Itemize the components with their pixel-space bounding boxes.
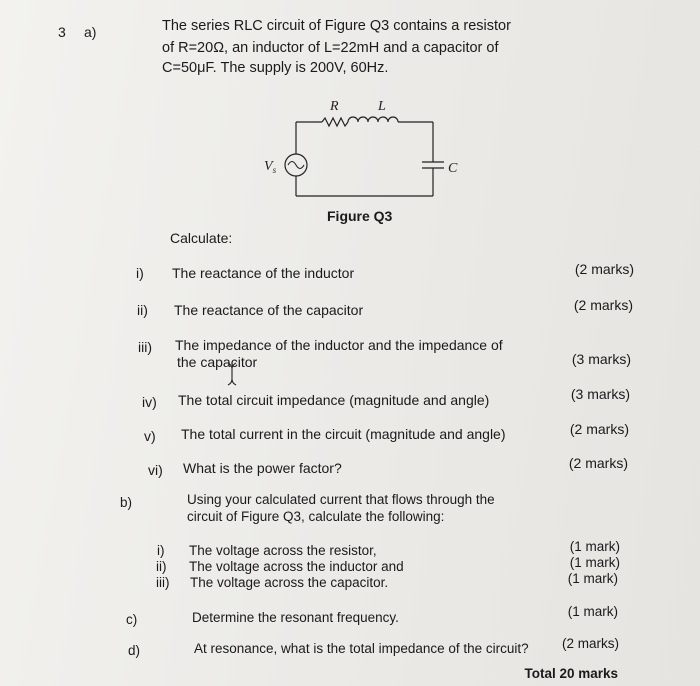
part-d-marks: (2 marks) [562, 636, 619, 651]
item-a-iii-text-line-2: the capacitor [177, 354, 258, 370]
part-c-text: Determine the resonant frequency. [192, 610, 399, 625]
item-b-ii-marks: (1 mark) [569, 555, 620, 570]
item-b-i-number: i) [157, 543, 165, 558]
item-b-iii-number: iii) [156, 575, 170, 590]
item-a-i-marks: (2 marks) [574, 261, 634, 277]
intro-line-1: The series RLC circuit of Figure Q3 contains a resistor [162, 18, 511, 34]
label-C: C [448, 161, 458, 176]
item-b-ii-number: ii) [156, 559, 167, 574]
item-a-iv-text: The total circuit impedance (magnitude and angle) [178, 392, 490, 408]
item-a-iii-text-line-1: The impedance of the inductor and the impedance of [175, 337, 503, 353]
total-marks: Total 20 marks [524, 666, 618, 681]
item-a-ii-text: The reactance of the capacitor [174, 302, 364, 318]
item-b-i-marks: (1 mark) [569, 539, 620, 554]
part-b-line-1: Using your calculated current that flows through the [187, 492, 495, 507]
intro-line-3: C=50μF. The supply is 200V, 60Hz. [162, 60, 389, 76]
label-R: R [330, 99, 339, 114]
item-a-iv-number: iv) [142, 394, 157, 410]
item-a-i-text: The reactance of the inductor [172, 265, 355, 281]
inductor-symbol [348, 117, 398, 122]
item-b-i-text: The voltage across the resistor, [189, 543, 377, 558]
resistor-symbol [322, 118, 348, 126]
item-a-iv-marks: (3 marks) [570, 386, 630, 402]
item-a-ii-number: ii) [137, 302, 148, 318]
part-a-label: a) [84, 24, 97, 40]
part-b-line-2: circuit of Figure Q3, calculate the following: [187, 509, 445, 524]
item-a-v-text: The total current in the circuit (magnitude and angle) [181, 426, 506, 442]
label-L: L [378, 99, 386, 114]
item-a-ii-marks: (2 marks) [573, 297, 633, 313]
item-a-vi-marks: (2 marks) [568, 455, 628, 471]
circuit-diagram [250, 92, 470, 214]
item-a-v-marks: (2 marks) [569, 421, 629, 437]
item-a-i-number: i) [136, 265, 144, 281]
intro-line-2: of R=20Ω, an inductor of L=22mH and a capacitor of [162, 40, 499, 56]
label-Vs: $V_s$ [264, 159, 277, 175]
part-d-label: d) [128, 643, 141, 658]
question-number: 3 [58, 24, 66, 40]
item-b-iii-text: The voltage across the capacitor. [190, 575, 389, 590]
item-a-vi-text: What is the power factor? [183, 460, 342, 476]
item-a-iii-number: iii) [138, 339, 152, 355]
item-a-iii-marks: (3 marks) [571, 351, 631, 367]
item-b-iii-marks: (1 mark) [567, 571, 618, 586]
part-b-label: b) [120, 495, 133, 510]
text-cursor-icon [226, 361, 238, 387]
calculate-label: Calculate: [170, 230, 233, 246]
part-c-label: c) [126, 612, 138, 627]
item-b-ii-text: The voltage across the inductor and [189, 559, 404, 574]
item-a-v-number: v) [144, 428, 156, 444]
item-a-vi-number: vi) [148, 462, 163, 478]
part-c-marks: (1 mark) [567, 604, 618, 619]
figure-caption: Figure Q3 [327, 208, 393, 224]
part-d-text: At resonance, what is the total impedance of the circuit? [194, 641, 529, 656]
sine-wave-icon [288, 162, 304, 169]
